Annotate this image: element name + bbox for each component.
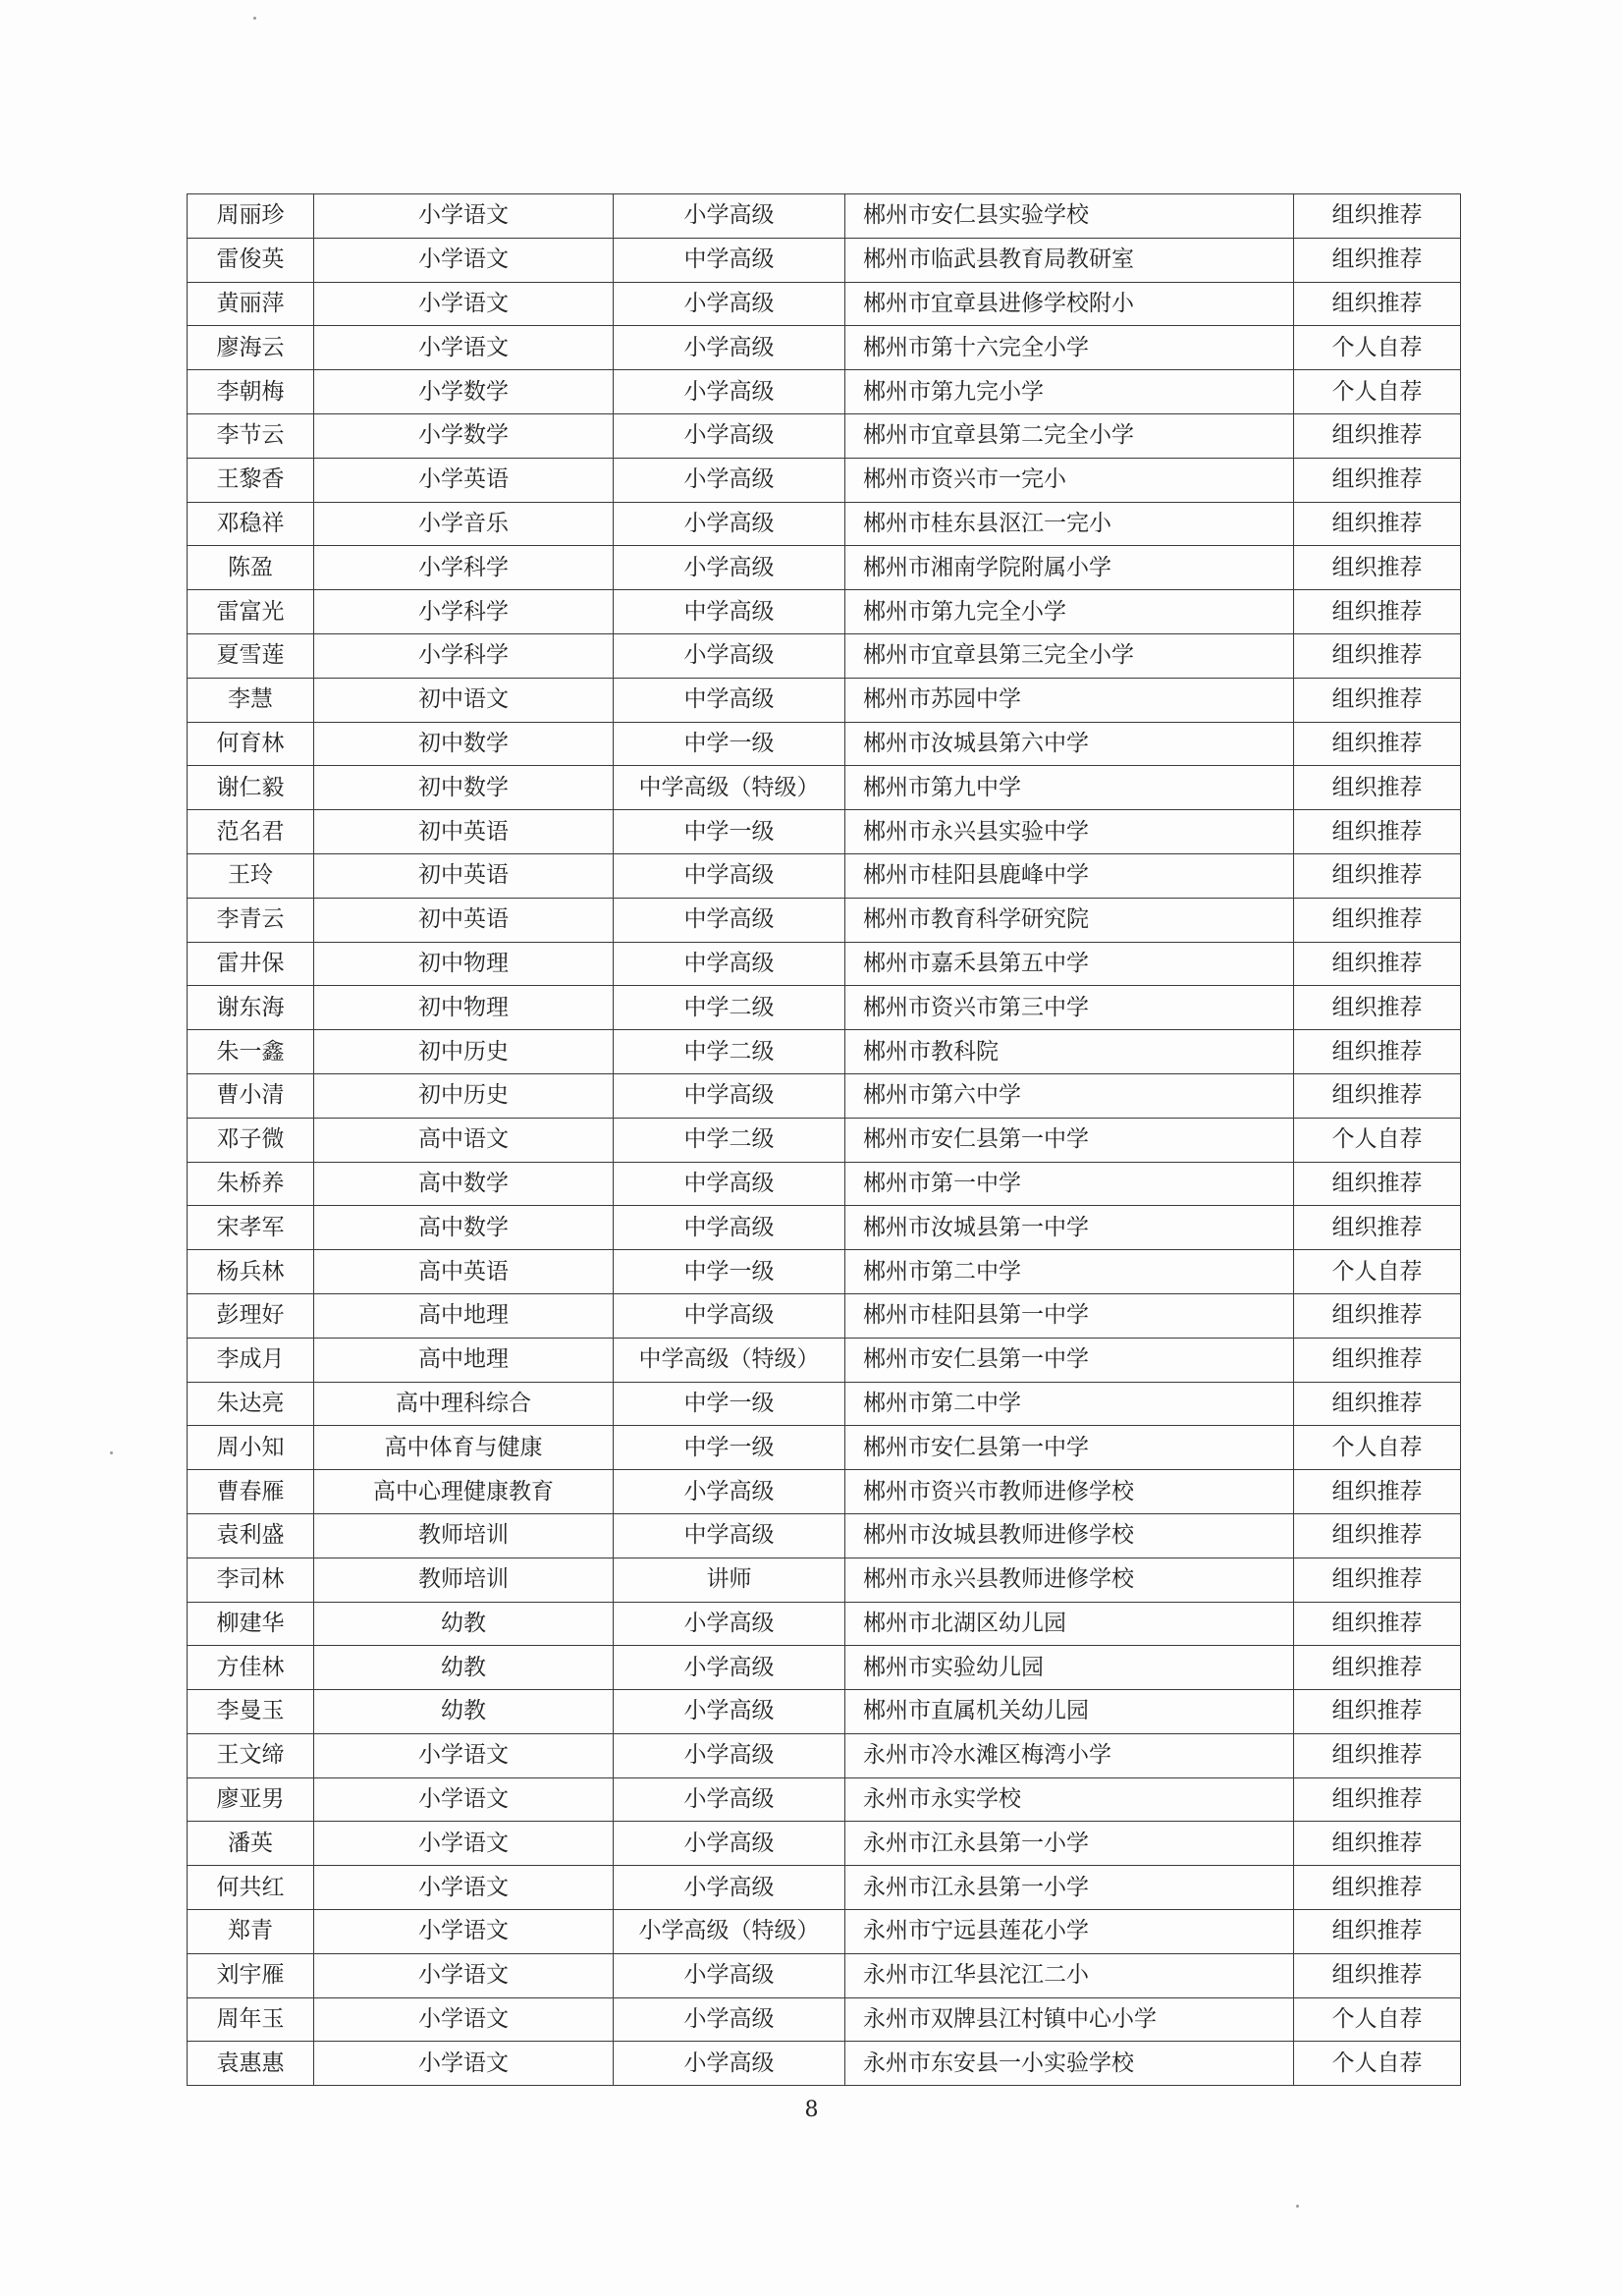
cell-name: 李慧 bbox=[188, 678, 314, 722]
cell-method: 组织推荐 bbox=[1294, 1382, 1461, 1426]
cell-subject: 小学语文 bbox=[314, 2042, 614, 2086]
table-row bbox=[188, 458, 1461, 502]
cell-school: 郴州市第一中学 bbox=[845, 1162, 1294, 1206]
cell-subject: 初中历史 bbox=[314, 1073, 614, 1118]
cell-method: 组织推荐 bbox=[1294, 1206, 1461, 1250]
cell-school: 郴州市汝城县第一中学 bbox=[845, 1206, 1294, 1250]
cell-method: 组织推荐 bbox=[1294, 282, 1461, 326]
cell-subject: 小学语文 bbox=[314, 1953, 614, 1997]
cell-subject: 高中数学 bbox=[314, 1206, 614, 1250]
cell-title: 中学二级 bbox=[614, 1118, 845, 1162]
cell-title: 中学一级 bbox=[614, 722, 845, 766]
scan-speck bbox=[110, 1451, 113, 1454]
table-row bbox=[188, 546, 1461, 590]
cell-method: 组织推荐 bbox=[1294, 722, 1461, 766]
cell-subject: 小学语文 bbox=[314, 1997, 614, 2042]
cell-title: 小学高级（特级） bbox=[614, 1910, 845, 1954]
cell-school: 郴州市永兴县教师进修学校 bbox=[845, 1558, 1294, 1602]
cell-name: 廖亚男 bbox=[188, 1777, 314, 1822]
cell-name: 何共红 bbox=[188, 1866, 314, 1910]
cell-school: 郴州市宜章县第二完全小学 bbox=[845, 413, 1294, 458]
cell-method: 组织推荐 bbox=[1294, 1513, 1461, 1558]
cell-method: 组织推荐 bbox=[1294, 1777, 1461, 1822]
cell-title: 小学高级 bbox=[614, 1953, 845, 1997]
cell-name: 柳建华 bbox=[188, 1602, 314, 1646]
cell-school: 郴州市实验幼儿园 bbox=[845, 1646, 1294, 1690]
cell-school: 郴州市桂阳县鹿峰中学 bbox=[845, 853, 1294, 898]
cell-subject: 小学科学 bbox=[314, 546, 614, 590]
table-row bbox=[188, 1910, 1461, 1954]
cell-subject: 高中心理健康教育 bbox=[314, 1470, 614, 1514]
cell-name: 廖海云 bbox=[188, 326, 314, 370]
cell-school: 永州市永实学校 bbox=[845, 1777, 1294, 1822]
cell-title: 小学高级 bbox=[614, 326, 845, 370]
table-row bbox=[188, 2042, 1461, 2086]
cell-method: 组织推荐 bbox=[1294, 1470, 1461, 1514]
cell-subject: 幼教 bbox=[314, 1690, 614, 1734]
cell-method: 组织推荐 bbox=[1294, 1293, 1461, 1338]
cell-school: 郴州市安仁县第一中学 bbox=[845, 1338, 1294, 1382]
cell-method: 个人自荐 bbox=[1294, 1250, 1461, 1294]
cell-method: 组织推荐 bbox=[1294, 1733, 1461, 1777]
cell-subject: 高中体育与健康 bbox=[314, 1426, 614, 1470]
cell-school: 郴州市苏园中学 bbox=[845, 678, 1294, 722]
cell-subject: 高中数学 bbox=[314, 1162, 614, 1206]
cell-name: 周丽珍 bbox=[188, 194, 314, 239]
cell-school: 郴州市直属机关幼儿园 bbox=[845, 1690, 1294, 1734]
cell-title: 中学高级 bbox=[614, 1293, 845, 1338]
roster-table-body bbox=[188, 194, 1461, 2086]
cell-name: 曹小清 bbox=[188, 1073, 314, 1118]
cell-title: 中学高级 bbox=[614, 1513, 845, 1558]
table-row bbox=[188, 194, 1461, 239]
cell-school: 永州市江永县第一小学 bbox=[845, 1866, 1294, 1910]
cell-name: 曹春雁 bbox=[188, 1470, 314, 1514]
cell-title: 小学高级 bbox=[614, 1866, 845, 1910]
table-row bbox=[188, 326, 1461, 370]
cell-title: 小学高级 bbox=[614, 1690, 845, 1734]
cell-name: 黄丽萍 bbox=[188, 282, 314, 326]
cell-subject: 小学语文 bbox=[314, 326, 614, 370]
table-row bbox=[188, 1690, 1461, 1734]
table-row bbox=[188, 1426, 1461, 1470]
cell-method: 组织推荐 bbox=[1294, 1910, 1461, 1954]
cell-title: 中学高级 bbox=[614, 238, 845, 282]
cell-subject: 高中英语 bbox=[314, 1250, 614, 1294]
cell-subject: 小学科学 bbox=[314, 633, 614, 678]
cell-method: 组织推荐 bbox=[1294, 1073, 1461, 1118]
cell-subject: 初中英语 bbox=[314, 810, 614, 854]
cell-title: 中学高级 bbox=[614, 898, 845, 942]
cell-method: 组织推荐 bbox=[1294, 1338, 1461, 1382]
cell-name: 雷俊英 bbox=[188, 238, 314, 282]
table-row bbox=[188, 853, 1461, 898]
table-row bbox=[188, 1558, 1461, 1602]
cell-subject: 小学数学 bbox=[314, 413, 614, 458]
table-row bbox=[188, 1250, 1461, 1294]
cell-method: 组织推荐 bbox=[1294, 546, 1461, 590]
cell-name: 方佳林 bbox=[188, 1646, 314, 1690]
table-row bbox=[188, 1206, 1461, 1250]
table-row bbox=[188, 766, 1461, 810]
cell-title: 小学高级 bbox=[614, 1602, 845, 1646]
table-row bbox=[188, 1997, 1461, 2042]
cell-title: 中学高级（特级） bbox=[614, 766, 845, 810]
cell-subject: 幼教 bbox=[314, 1646, 614, 1690]
cell-school: 郴州市汝城县教师进修学校 bbox=[845, 1513, 1294, 1558]
table-row bbox=[188, 1293, 1461, 1338]
cell-subject: 小学语文 bbox=[314, 282, 614, 326]
cell-name: 李青云 bbox=[188, 898, 314, 942]
table-row bbox=[188, 942, 1461, 986]
table-row bbox=[188, 1073, 1461, 1118]
cell-title: 小学高级 bbox=[614, 1733, 845, 1777]
cell-name: 刘宇雁 bbox=[188, 1953, 314, 1997]
cell-method: 个人自荐 bbox=[1294, 1997, 1461, 2042]
cell-school: 永州市冷水滩区梅湾小学 bbox=[845, 1733, 1294, 1777]
cell-title: 中学高级 bbox=[614, 853, 845, 898]
cell-subject: 小学英语 bbox=[314, 458, 614, 502]
cell-method: 个人自荐 bbox=[1294, 1426, 1461, 1470]
cell-name: 宋孝军 bbox=[188, 1206, 314, 1250]
cell-method: 组织推荐 bbox=[1294, 413, 1461, 458]
cell-subject: 教师培训 bbox=[314, 1513, 614, 1558]
cell-name: 王玲 bbox=[188, 853, 314, 898]
cell-school: 郴州市宜章县第三完全小学 bbox=[845, 633, 1294, 678]
table-row bbox=[188, 1866, 1461, 1910]
cell-title: 小学高级 bbox=[614, 458, 845, 502]
cell-subject: 初中数学 bbox=[314, 722, 614, 766]
roster-table bbox=[187, 193, 1461, 2086]
cell-method: 组织推荐 bbox=[1294, 1866, 1461, 1910]
cell-subject: 高中地理 bbox=[314, 1338, 614, 1382]
table-row bbox=[188, 1822, 1461, 1866]
cell-title: 中学一级 bbox=[614, 1250, 845, 1294]
cell-subject: 初中历史 bbox=[314, 1030, 614, 1074]
table-row bbox=[188, 1953, 1461, 1997]
cell-name: 周小知 bbox=[188, 1426, 314, 1470]
cell-method: 组织推荐 bbox=[1294, 1690, 1461, 1734]
cell-title: 小学高级 bbox=[614, 1646, 845, 1690]
cell-subject: 小学音乐 bbox=[314, 502, 614, 546]
cell-name: 潘英 bbox=[188, 1822, 314, 1866]
cell-method: 组织推荐 bbox=[1294, 590, 1461, 634]
cell-school: 郴州市汝城县第六中学 bbox=[845, 722, 1294, 766]
cell-name: 杨兵林 bbox=[188, 1250, 314, 1294]
table-row bbox=[188, 678, 1461, 722]
table-row bbox=[188, 590, 1461, 634]
cell-subject: 小学数学 bbox=[314, 370, 614, 414]
cell-school: 永州市双牌县江村镇中心小学 bbox=[845, 1997, 1294, 2042]
cell-school: 郴州市第九完全小学 bbox=[845, 590, 1294, 634]
cell-name: 邓子微 bbox=[188, 1118, 314, 1162]
cell-subject: 初中物理 bbox=[314, 986, 614, 1030]
cell-subject: 高中地理 bbox=[314, 1293, 614, 1338]
cell-title: 小学高级 bbox=[614, 1470, 845, 1514]
cell-school: 郴州市教育科学研究院 bbox=[845, 898, 1294, 942]
cell-school: 永州市江永县第一小学 bbox=[845, 1822, 1294, 1866]
cell-subject: 小学语文 bbox=[314, 238, 614, 282]
cell-subject: 高中语文 bbox=[314, 1118, 614, 1162]
cell-subject: 小学语文 bbox=[314, 1910, 614, 1954]
table-row bbox=[188, 1733, 1461, 1777]
cell-title: 小学高级 bbox=[614, 413, 845, 458]
cell-title: 小学高级 bbox=[614, 1997, 845, 2042]
table-row bbox=[188, 898, 1461, 942]
cell-subject: 小学语文 bbox=[314, 194, 614, 239]
cell-name: 李朝梅 bbox=[188, 370, 314, 414]
cell-title: 中学二级 bbox=[614, 986, 845, 1030]
cell-method: 个人自荐 bbox=[1294, 2042, 1461, 2086]
table-row bbox=[188, 1646, 1461, 1690]
cell-title: 中学高级 bbox=[614, 1206, 845, 1250]
table-row bbox=[188, 502, 1461, 546]
cell-title: 中学高级 bbox=[614, 1162, 845, 1206]
cell-school: 郴州市嘉禾县第五中学 bbox=[845, 942, 1294, 986]
cell-school: 郴州市安仁县第一中学 bbox=[845, 1426, 1294, 1470]
table-row bbox=[188, 238, 1461, 282]
cell-school: 郴州市资兴市一完小 bbox=[845, 458, 1294, 502]
cell-school: 郴州市第六中学 bbox=[845, 1073, 1294, 1118]
cell-title: 中学高级 bbox=[614, 1073, 845, 1118]
cell-name: 李司林 bbox=[188, 1558, 314, 1602]
cell-school: 郴州市临武县教育局教研室 bbox=[845, 238, 1294, 282]
cell-name: 范名君 bbox=[188, 810, 314, 854]
cell-name: 李曼玉 bbox=[188, 1690, 314, 1734]
cell-title: 小学高级 bbox=[614, 282, 845, 326]
cell-subject: 高中理科综合 bbox=[314, 1382, 614, 1426]
cell-method: 组织推荐 bbox=[1294, 238, 1461, 282]
cell-subject: 教师培训 bbox=[314, 1558, 614, 1602]
cell-name: 王黎香 bbox=[188, 458, 314, 502]
table-row bbox=[188, 810, 1461, 854]
cell-method: 个人自荐 bbox=[1294, 370, 1461, 414]
cell-method: 组织推荐 bbox=[1294, 986, 1461, 1030]
cell-method: 组织推荐 bbox=[1294, 633, 1461, 678]
cell-school: 永州市江华县沱江二小 bbox=[845, 1953, 1294, 1997]
table-row bbox=[188, 282, 1461, 326]
cell-school: 郴州市湘南学院附属小学 bbox=[845, 546, 1294, 590]
cell-method: 组织推荐 bbox=[1294, 1953, 1461, 1997]
cell-school: 郴州市教科院 bbox=[845, 1030, 1294, 1074]
cell-school: 郴州市第十六完全小学 bbox=[845, 326, 1294, 370]
cell-title: 中学高级 bbox=[614, 590, 845, 634]
cell-title: 中学高级（特级） bbox=[614, 1338, 845, 1382]
table-row bbox=[188, 986, 1461, 1030]
cell-school: 郴州市资兴市第三中学 bbox=[845, 986, 1294, 1030]
table-row bbox=[188, 633, 1461, 678]
cell-method: 组织推荐 bbox=[1294, 1030, 1461, 1074]
cell-school: 永州市宁远县莲花小学 bbox=[845, 1910, 1294, 1954]
table-row bbox=[188, 1470, 1461, 1514]
table-row bbox=[188, 1338, 1461, 1382]
cell-subject: 小学语文 bbox=[314, 1822, 614, 1866]
cell-method: 组织推荐 bbox=[1294, 853, 1461, 898]
cell-title: 中学高级 bbox=[614, 942, 845, 986]
cell-school: 郴州市第九完小学 bbox=[845, 370, 1294, 414]
cell-title: 中学一级 bbox=[614, 1426, 845, 1470]
cell-name: 陈盈 bbox=[188, 546, 314, 590]
table-row bbox=[188, 1777, 1461, 1822]
cell-subject: 初中物理 bbox=[314, 942, 614, 986]
cell-title: 小学高级 bbox=[614, 546, 845, 590]
cell-method: 组织推荐 bbox=[1294, 1822, 1461, 1866]
cell-title: 小学高级 bbox=[614, 1777, 845, 1822]
cell-method: 个人自荐 bbox=[1294, 326, 1461, 370]
table-row bbox=[188, 1162, 1461, 1206]
cell-subject: 小学语文 bbox=[314, 1777, 614, 1822]
scan-speck bbox=[1296, 2205, 1299, 2208]
cell-name: 雷井保 bbox=[188, 942, 314, 986]
table-row bbox=[188, 413, 1461, 458]
cell-title: 中学一级 bbox=[614, 810, 845, 854]
cell-title: 讲师 bbox=[614, 1558, 845, 1602]
cell-school: 郴州市资兴市教师进修学校 bbox=[845, 1470, 1294, 1514]
cell-name: 周年玉 bbox=[188, 1997, 314, 2042]
cell-subject: 初中英语 bbox=[314, 898, 614, 942]
cell-title: 中学二级 bbox=[614, 1030, 845, 1074]
cell-title: 小学高级 bbox=[614, 633, 845, 678]
cell-method: 组织推荐 bbox=[1294, 942, 1461, 986]
cell-subject: 初中英语 bbox=[314, 853, 614, 898]
cell-method: 组织推荐 bbox=[1294, 766, 1461, 810]
cell-method: 组织推荐 bbox=[1294, 898, 1461, 942]
cell-subject: 小学语文 bbox=[314, 1866, 614, 1910]
cell-school: 郴州市安仁县第一中学 bbox=[845, 1118, 1294, 1162]
cell-name: 邓稳祥 bbox=[188, 502, 314, 546]
cell-title: 小学高级 bbox=[614, 502, 845, 546]
cell-name: 雷富光 bbox=[188, 590, 314, 634]
cell-name: 谢东海 bbox=[188, 986, 314, 1030]
cell-subject: 初中数学 bbox=[314, 766, 614, 810]
cell-name: 李成月 bbox=[188, 1338, 314, 1382]
cell-method: 组织推荐 bbox=[1294, 502, 1461, 546]
cell-school: 郴州市桂东县沤江一完小 bbox=[845, 502, 1294, 546]
cell-school: 郴州市第九中学 bbox=[845, 766, 1294, 810]
cell-name: 何育林 bbox=[188, 722, 314, 766]
cell-name: 彭理好 bbox=[188, 1293, 314, 1338]
cell-school: 郴州市第二中学 bbox=[845, 1250, 1294, 1294]
cell-subject: 小学语文 bbox=[314, 1733, 614, 1777]
cell-method: 组织推荐 bbox=[1294, 458, 1461, 502]
cell-school: 郴州市北湖区幼儿园 bbox=[845, 1602, 1294, 1646]
cell-school: 郴州市桂阳县第一中学 bbox=[845, 1293, 1294, 1338]
cell-method: 组织推荐 bbox=[1294, 1646, 1461, 1690]
cell-name: 郑青 bbox=[188, 1910, 314, 1954]
cell-title: 小学高级 bbox=[614, 370, 845, 414]
cell-title: 中学一级 bbox=[614, 1382, 845, 1426]
cell-school: 郴州市永兴县实验中学 bbox=[845, 810, 1294, 854]
cell-subject: 幼教 bbox=[314, 1602, 614, 1646]
cell-name: 夏雪莲 bbox=[188, 633, 314, 678]
scan-speck bbox=[253, 17, 256, 20]
cell-school: 永州市东安县一小实验学校 bbox=[845, 2042, 1294, 2086]
cell-method: 组织推荐 bbox=[1294, 1558, 1461, 1602]
table-row bbox=[188, 1602, 1461, 1646]
cell-school: 郴州市安仁县实验学校 bbox=[845, 194, 1294, 239]
cell-name: 李节云 bbox=[188, 413, 314, 458]
cell-subject: 小学科学 bbox=[314, 590, 614, 634]
cell-name: 朱桥养 bbox=[188, 1162, 314, 1206]
cell-school: 郴州市第二中学 bbox=[845, 1382, 1294, 1426]
table-row bbox=[188, 722, 1461, 766]
cell-title: 小学高级 bbox=[614, 2042, 845, 2086]
cell-method: 组织推荐 bbox=[1294, 1162, 1461, 1206]
cell-title: 小学高级 bbox=[614, 1822, 845, 1866]
cell-school: 郴州市宜章县进修学校附小 bbox=[845, 282, 1294, 326]
table-row bbox=[188, 1513, 1461, 1558]
cell-name: 王文缔 bbox=[188, 1733, 314, 1777]
table-row bbox=[188, 1030, 1461, 1074]
cell-name: 袁利盛 bbox=[188, 1513, 314, 1558]
cell-method: 组织推荐 bbox=[1294, 194, 1461, 239]
cell-method: 组织推荐 bbox=[1294, 678, 1461, 722]
table-row bbox=[188, 1118, 1461, 1162]
cell-title: 小学高级 bbox=[614, 194, 845, 239]
cell-name: 朱一鑫 bbox=[188, 1030, 314, 1074]
cell-subject: 初中语文 bbox=[314, 678, 614, 722]
cell-name: 朱达亮 bbox=[188, 1382, 314, 1426]
cell-method: 个人自荐 bbox=[1294, 1118, 1461, 1162]
cell-name: 袁惠惠 bbox=[188, 2042, 314, 2086]
cell-method: 组织推荐 bbox=[1294, 810, 1461, 854]
table-row bbox=[188, 1382, 1461, 1426]
table-row bbox=[188, 370, 1461, 414]
cell-method: 组织推荐 bbox=[1294, 1602, 1461, 1646]
cell-name: 谢仁毅 bbox=[188, 766, 314, 810]
cell-title: 中学高级 bbox=[614, 678, 845, 722]
page-number: 8 bbox=[804, 2098, 819, 2122]
